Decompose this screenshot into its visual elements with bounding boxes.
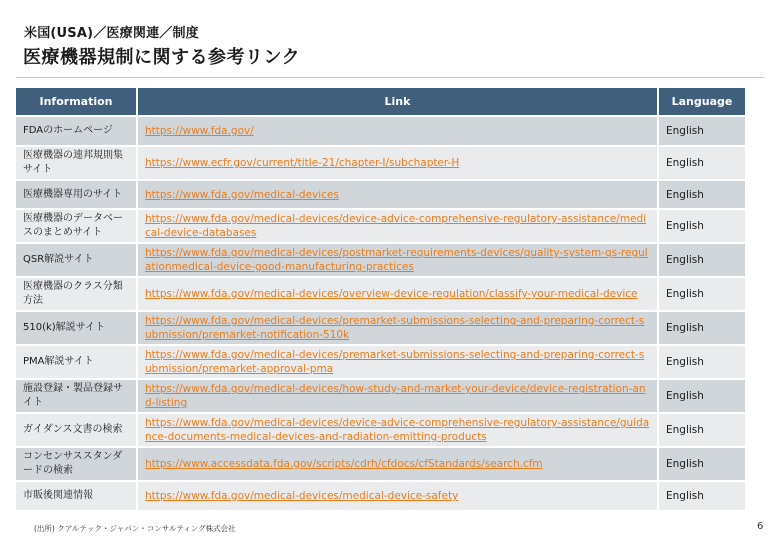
info-cell: 市販後関連情報 bbox=[16, 482, 136, 510]
table-row bbox=[16, 278, 745, 310]
breadcrumb-subtitle: 米国(USA)／医療関連／制度 bbox=[24, 26, 199, 41]
reference-link[interactable]: https://www.fda.gov/medical-devices/overview-device-regulation/classify-your-medical-device bbox=[145, 288, 638, 300]
language-cell: English bbox=[659, 414, 745, 446]
table-row bbox=[16, 482, 745, 510]
reference-link[interactable]: https://www.ecfr.gov/current/title-21/chapter-I/subchapter-H bbox=[145, 157, 460, 169]
table-row bbox=[16, 244, 745, 276]
column-header-language: Language bbox=[659, 88, 745, 115]
reference-link[interactable]: https://www.fda.gov/medical-devices/device-advice-comprehensive-regulatory-assistance/guidance-documents-medical-devices-and-radiation-emitting-products bbox=[145, 417, 650, 443]
table-row bbox=[16, 380, 745, 412]
info-cell: 医療機器専用のサイト bbox=[16, 181, 136, 208]
page-title: 医療機器規制に関する参考リンク bbox=[23, 47, 301, 68]
reference-link[interactable]: https://www.accessdata.fda.gov/scripts/cdrh/cfdocs/cfStandards/search.cfm bbox=[145, 458, 543, 470]
info-cell: 医療機器のクラス分類方法 bbox=[16, 278, 136, 310]
language-cell: English bbox=[659, 147, 745, 179]
table-header-row bbox=[16, 88, 745, 115]
info-cell: コンセンサススタンダードの検索 bbox=[16, 448, 136, 480]
reference-link[interactable]: https://www.fda.gov/medical-devices/premarket-submissions-selecting-and-preparing-correct-submission/premarket-notification-510k bbox=[145, 315, 645, 341]
table-row bbox=[16, 181, 745, 208]
reference-link[interactable]: https://www.fda.gov/medical-devices/postmarket-requirements-devices/quality-system-qs-regulationmedical-device-good-manufacturing-practices bbox=[145, 247, 648, 273]
info-cell: 医療機器のデータベースのまとめサイト bbox=[16, 210, 136, 242]
info-cell: 医療機器の連邦規則集サイト bbox=[16, 147, 136, 179]
language-cell: English bbox=[659, 117, 745, 145]
reference-link[interactable]: https://www.fda.gov/medical-devices/medical-device-safety bbox=[145, 490, 459, 502]
language-cell: English bbox=[659, 244, 745, 276]
language-cell: English bbox=[659, 210, 745, 242]
language-cell: English bbox=[659, 448, 745, 480]
info-cell: ガイダンス文書の検索 bbox=[16, 414, 136, 446]
reference-link[interactable]: https://www.fda.gov/medical-devices/premarket-submissions-selecting-and-preparing-correct-submission/premarket-approval-pma bbox=[145, 349, 645, 375]
table-row bbox=[16, 147, 745, 179]
language-cell: English bbox=[659, 346, 745, 378]
column-header-information: Information bbox=[16, 88, 136, 115]
language-cell: English bbox=[659, 380, 745, 412]
reference-links-table bbox=[14, 86, 747, 512]
reference-link[interactable]: https://www.fda.gov/medical-devices/device-advice-comprehensive-regulatory-assistance/medical-device-databases bbox=[145, 213, 647, 239]
info-cell: 510(k)解説サイト bbox=[16, 312, 136, 344]
table-row bbox=[16, 448, 745, 480]
table-row bbox=[16, 346, 745, 378]
table-row bbox=[16, 117, 745, 145]
source-note: (出所) クアルテック・ジャパン・コンサルティング株式会社 bbox=[34, 524, 236, 533]
reference-link[interactable]: https://www.fda.gov/ bbox=[145, 125, 254, 137]
column-header-link: Link bbox=[138, 88, 657, 115]
info-cell: FDAのホームページ bbox=[16, 117, 136, 145]
reference-link[interactable]: https://www.fda.gov/medical-devices/how-study-and-market-your-device/device-registration-and-listing bbox=[145, 383, 646, 409]
language-cell: English bbox=[659, 181, 745, 208]
table-row bbox=[16, 312, 745, 344]
language-cell: English bbox=[659, 278, 745, 310]
info-cell: QSR解説サイト bbox=[16, 244, 136, 276]
reference-link[interactable]: https://www.fda.gov/medical-devices bbox=[145, 188, 339, 201]
language-cell: English bbox=[659, 312, 745, 344]
language-cell: English bbox=[659, 482, 745, 510]
table-row bbox=[16, 210, 745, 242]
info-cell: PMA解説サイト bbox=[16, 346, 136, 378]
info-cell: 施設登録・製品登録サイト bbox=[16, 380, 136, 412]
page-number: 6 bbox=[757, 521, 764, 532]
table-row bbox=[16, 414, 745, 446]
title-divider bbox=[16, 77, 764, 78]
